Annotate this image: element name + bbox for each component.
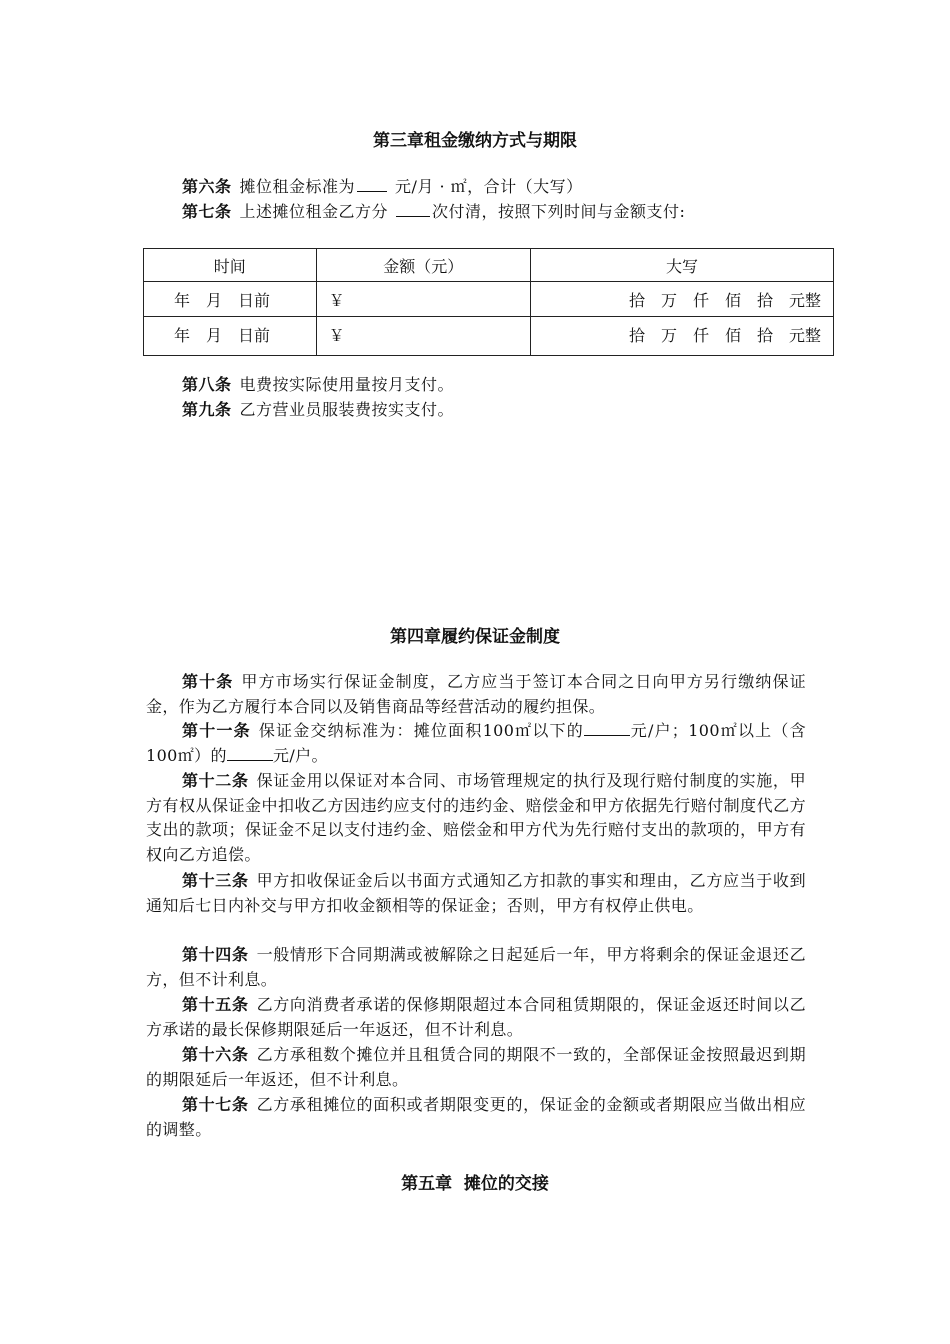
article-13-label: 第十三条 (182, 871, 249, 890)
article-6-text-b: 元/月 · ㎡，合计（大写） (395, 177, 583, 196)
article-12 (146, 769, 806, 867)
article-8-text: 电费按实际使用量按月支付。 (239, 375, 455, 394)
article-10-label: 第十条 (182, 672, 234, 691)
article-11-text-a: 保证金交纳标准为：摊位面积100㎡以下的 (258, 721, 584, 740)
article-12-text: 保证金用以保证对本合同、市场管理规定的执行及现行赔付制度的实施，甲方有权从保证金中扣收乙方因违约应支付的违约金、赔偿金和甲方依据先行赔付制度代乙方支出的款项；保证金不足以支付违约金、赔偿金和甲方代为先行赔付支出的款项的，甲方有权向乙方追偿。 (146, 771, 806, 864)
table-row (144, 317, 834, 356)
article-11-label: 第十一条 (182, 721, 251, 740)
article-7 (182, 200, 685, 224)
chapter-5-title: 第五章 摊位的交接 (401, 1174, 549, 1194)
article-15 (146, 993, 806, 1042)
article-10 (146, 670, 806, 719)
article-6 (182, 175, 583, 199)
article-11 (146, 719, 806, 768)
amount-cell[interactable]: ￥ (316, 282, 530, 317)
article-12-label: 第十二条 (182, 771, 249, 790)
amount-cell[interactable]: ￥ (316, 317, 530, 356)
article-16 (146, 1043, 806, 1092)
article-11-text-b: 元/户；100㎡以上（含100㎡）的 (146, 721, 806, 765)
article-16-label: 第十六条 (182, 1045, 249, 1064)
article-17-label: 第十七条 (182, 1095, 249, 1114)
article-10-text: 甲方市场实行保证金制度，乙方应当于签订本合同之日向甲方另行缴纳保证金，作为乙方履行本合同以及销售商品等经营活动的履约担保。 (146, 672, 807, 716)
article-17 (146, 1093, 806, 1142)
article-14-text: 一般情形下合同期满或被解除之日起延后一年，甲方将剩余的保证金退还乙方，但不计利息。 (146, 945, 806, 989)
table-header-row (144, 249, 834, 282)
header-time: 时间 (144, 249, 317, 282)
table-row (144, 282, 834, 317)
header-capital: 大写 (530, 249, 833, 282)
article-15-text: 乙方向消费者承诺的保修期限超过本合同租赁期限的，保证金返还时间以乙方承诺的最长保修期限延后一年返还，但不计利息。 (146, 995, 806, 1039)
article-13-text: 甲方扣收保证金后以书面方式通知乙方扣款的事实和理由，乙方应当于收到通知后七日内补交与甲方扣收金额相等的保证金；否则，甲方有权停止供电。 (146, 871, 806, 915)
article-7-text-b: 次付清，按照下列时间与金额支付: (432, 202, 686, 221)
article-14-label: 第十四条 (182, 945, 249, 964)
capital-cell[interactable]: 拾 万 仟 佰 拾 元整 (530, 282, 833, 317)
article-7-text-a: 上述摊位租金乙方分 (239, 202, 389, 221)
rent-rate-blank[interactable] (357, 175, 387, 192)
deposit-small-blank[interactable] (584, 719, 630, 736)
article-13 (146, 869, 806, 918)
header-amount: 金额（元） (316, 249, 530, 282)
article-17-text: 乙方承租摊位的面积或者期限变更的，保证金的金额或者期限应当做出相应的调整。 (146, 1095, 806, 1139)
article-11-text-c: 元/户。 (272, 745, 328, 765)
article-9-label: 第九条 (182, 400, 232, 419)
chapter-3-title: 第三章租金缴纳方式与期限 (373, 131, 577, 151)
article-6-label: 第六条 (182, 177, 232, 196)
capital-cell[interactable]: 拾 万 仟 佰 拾 元整 (530, 317, 833, 356)
payment-schedule-table (143, 248, 834, 356)
date-cell[interactable]: 年 月 日前 (144, 282, 317, 317)
article-14 (146, 943, 806, 992)
article-8-label: 第八条 (182, 375, 232, 394)
article-9-text: 乙方营业员服装费按实支付。 (239, 400, 455, 419)
article-8 (182, 373, 454, 397)
article-15-label: 第十五条 (182, 995, 249, 1014)
article-6-text-a: 摊位租金标准为 (239, 177, 356, 196)
installments-blank[interactable] (396, 200, 430, 217)
chapter-4-title: 第四章履约保证金制度 (390, 627, 560, 647)
article-16-text: 乙方承租数个摊位并且租赁合同的期限不一致的，全部保证金按照最迟到期的期限延后一年返还，但不计利息。 (146, 1045, 806, 1089)
deposit-large-blank[interactable] (227, 744, 273, 761)
article-7-label: 第七条 (182, 202, 232, 221)
article-9 (182, 398, 454, 422)
date-cell[interactable]: 年 月 日前 (144, 317, 317, 356)
